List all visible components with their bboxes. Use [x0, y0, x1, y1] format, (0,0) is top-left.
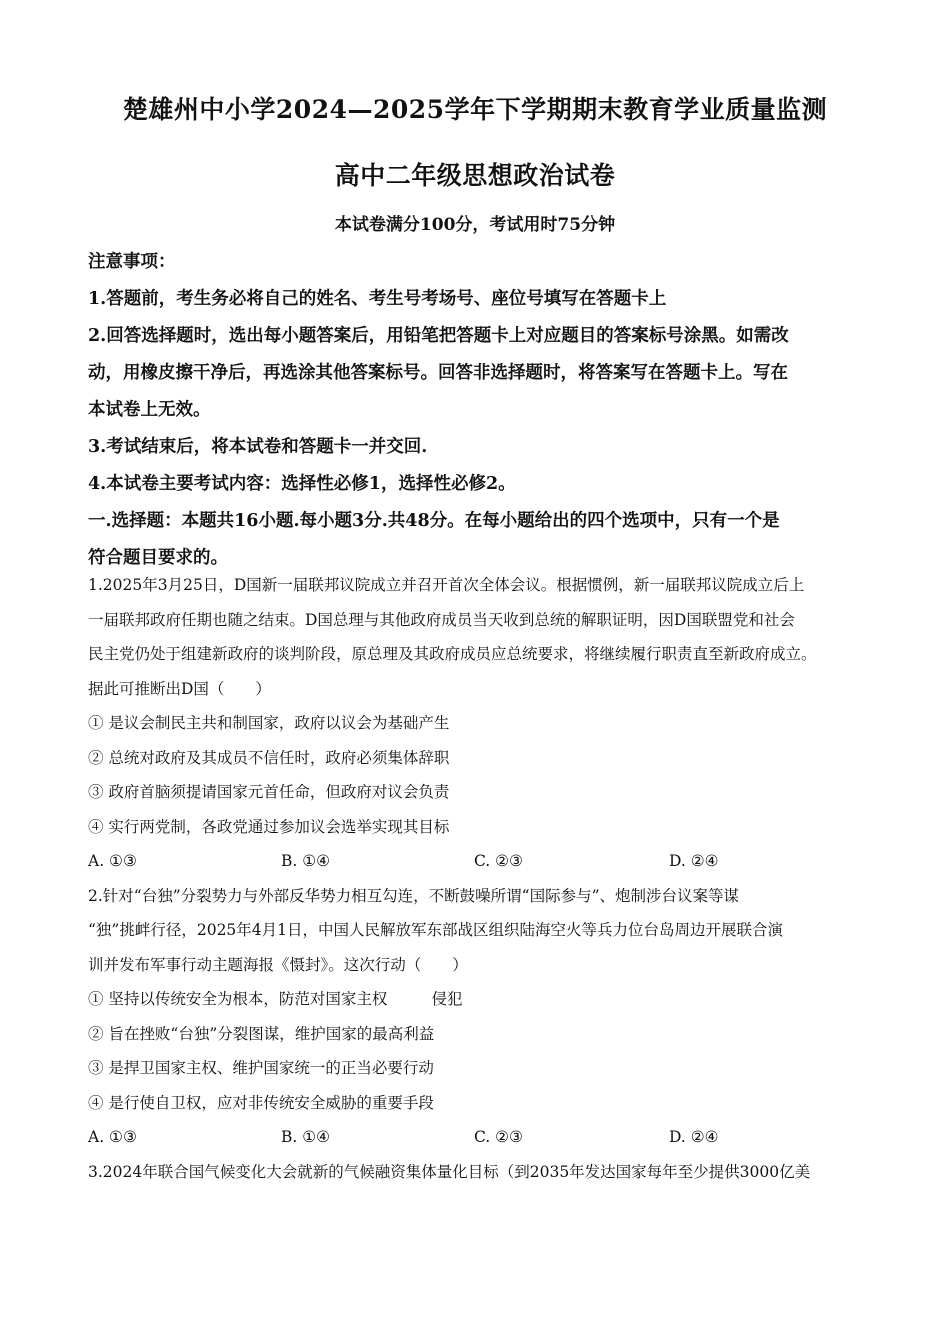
question-2	[88, 879, 863, 1155]
question-option: ① 是议会制民主共和制国家，政府以议会为基础产生	[88, 714, 450, 732]
question-1	[88, 568, 863, 879]
question-option: ② 总统对政府及其成员不信任时，政府必须集体辞职	[88, 748, 450, 767]
notice-section	[88, 244, 863, 577]
notice-line: 1.答题前，考生务必将自己的姓名、考生号考场号、座位号填写在答题卡上	[88, 289, 667, 309]
question-stem-line: 2.针对“台独”分裂势力与外部反华势力相互勾连，不断鼓噪所谓“国际参与”、炮制涉台议案等谋	[88, 886, 739, 905]
exam-title-line1: 楚雄州中小学2024—2025学年下学期期末教育学业质量监测	[122, 95, 828, 124]
choice-a: A. ①③	[88, 1128, 137, 1146]
choice-b: B. ①④	[281, 1128, 331, 1146]
choice-c: C. ②③	[474, 1128, 523, 1146]
notice-line: 3.考试结束后，将本试卷和答题卡一并交回.	[88, 437, 428, 457]
question-stem-line: 训并发布军事行动主题海报《慑封》。这次行动（ ）	[88, 955, 468, 974]
option-text-part: ① 坚持以传统安全为根本，防范对国家主权	[88, 990, 388, 1008]
answer-choices	[88, 1120, 863, 1155]
question-option	[88, 982, 863, 1017]
question-option: ② 旨在挫败“台独”分裂图谋，维护国家的最高利益	[88, 1024, 435, 1043]
section-heading-line: 符合题目要求的。	[88, 548, 228, 568]
question-stem-line: 3.2024年联合国气候变化大会就新的气候融资集体量化目标（到2035年发达国家每年至少提供3000亿美	[88, 1162, 811, 1181]
exam-title-line2: 高中二年级思想政治试卷	[334, 161, 616, 190]
notice-heading: 注意事项：	[88, 252, 176, 272]
choice-d: D. ②④	[669, 852, 719, 870]
questions-section	[88, 568, 863, 1189]
question-option: ④ 实行两党制，各政党通过参加议会选举实现其目标	[88, 817, 450, 836]
question-option: ③ 政府首脑须提请国家元首任命，但政府对议会负责	[88, 783, 450, 801]
answer-choices	[88, 844, 863, 879]
choice-d: D. ②④	[669, 1128, 719, 1146]
choice-c: C. ②③	[474, 852, 523, 870]
section-heading-line: 一.选择题：本题共16小题.每小题3分.共48分。在每小题给出的四个选项中，只有一个是	[88, 511, 780, 531]
question-option: ④ 是行使自卫权，应对非传统安全威胁的重要手段	[88, 1093, 434, 1112]
notice-line: 2.回答选择题时，选出每小题答案后，用铅笔把答题卡上对应题目的答案标号涂黑。如需改	[88, 326, 789, 346]
question-stem-line: 据此可推断出D国（ ）	[88, 679, 271, 698]
exam-subtitle: 本试卷满分100分，考试用时75分钟	[334, 215, 616, 235]
question-option: ③ 是捍卫国家主权、维护国家统一的正当必要行动	[88, 1059, 434, 1077]
question-stem-line: 一届联邦政府任期也随之结束。D国总理与其他政府成员当天收到总统的解职证明，因D国联盟党和社会	[88, 610, 795, 629]
notice-line: 本试卷上无效。	[88, 400, 211, 420]
notice-line: 4.本试卷主要考试内容：选择性必修1，选择性必修2。	[88, 474, 516, 494]
option-text-part: 侵犯	[431, 990, 463, 1008]
question-stem-line: 1.2025年3月25日，D国新一届联邦议院成立并召开首次全体会议。根据惯例，新一届联邦议院成立后上	[88, 576, 805, 594]
question-stem-line: 民主党仍处于组建新政府的谈判阶段，原总理及其政府成员应总统要求，将继续履行职责直至新政府成立。	[88, 645, 817, 663]
question-3	[88, 1155, 863, 1190]
choice-b: B. ①④	[281, 852, 331, 870]
question-stem-line: “独”挑衅行径，2025年4月1日，中国人民解放军东部战区组织陆海空火等兵力位台岛周边开展联合演	[88, 921, 784, 939]
notice-line: 动，用橡皮擦干净后，再选涂其他答案标号。回答非选择题时，将答案写在答题卡上。写在	[88, 363, 788, 383]
choice-a: A. ①③	[88, 852, 137, 870]
